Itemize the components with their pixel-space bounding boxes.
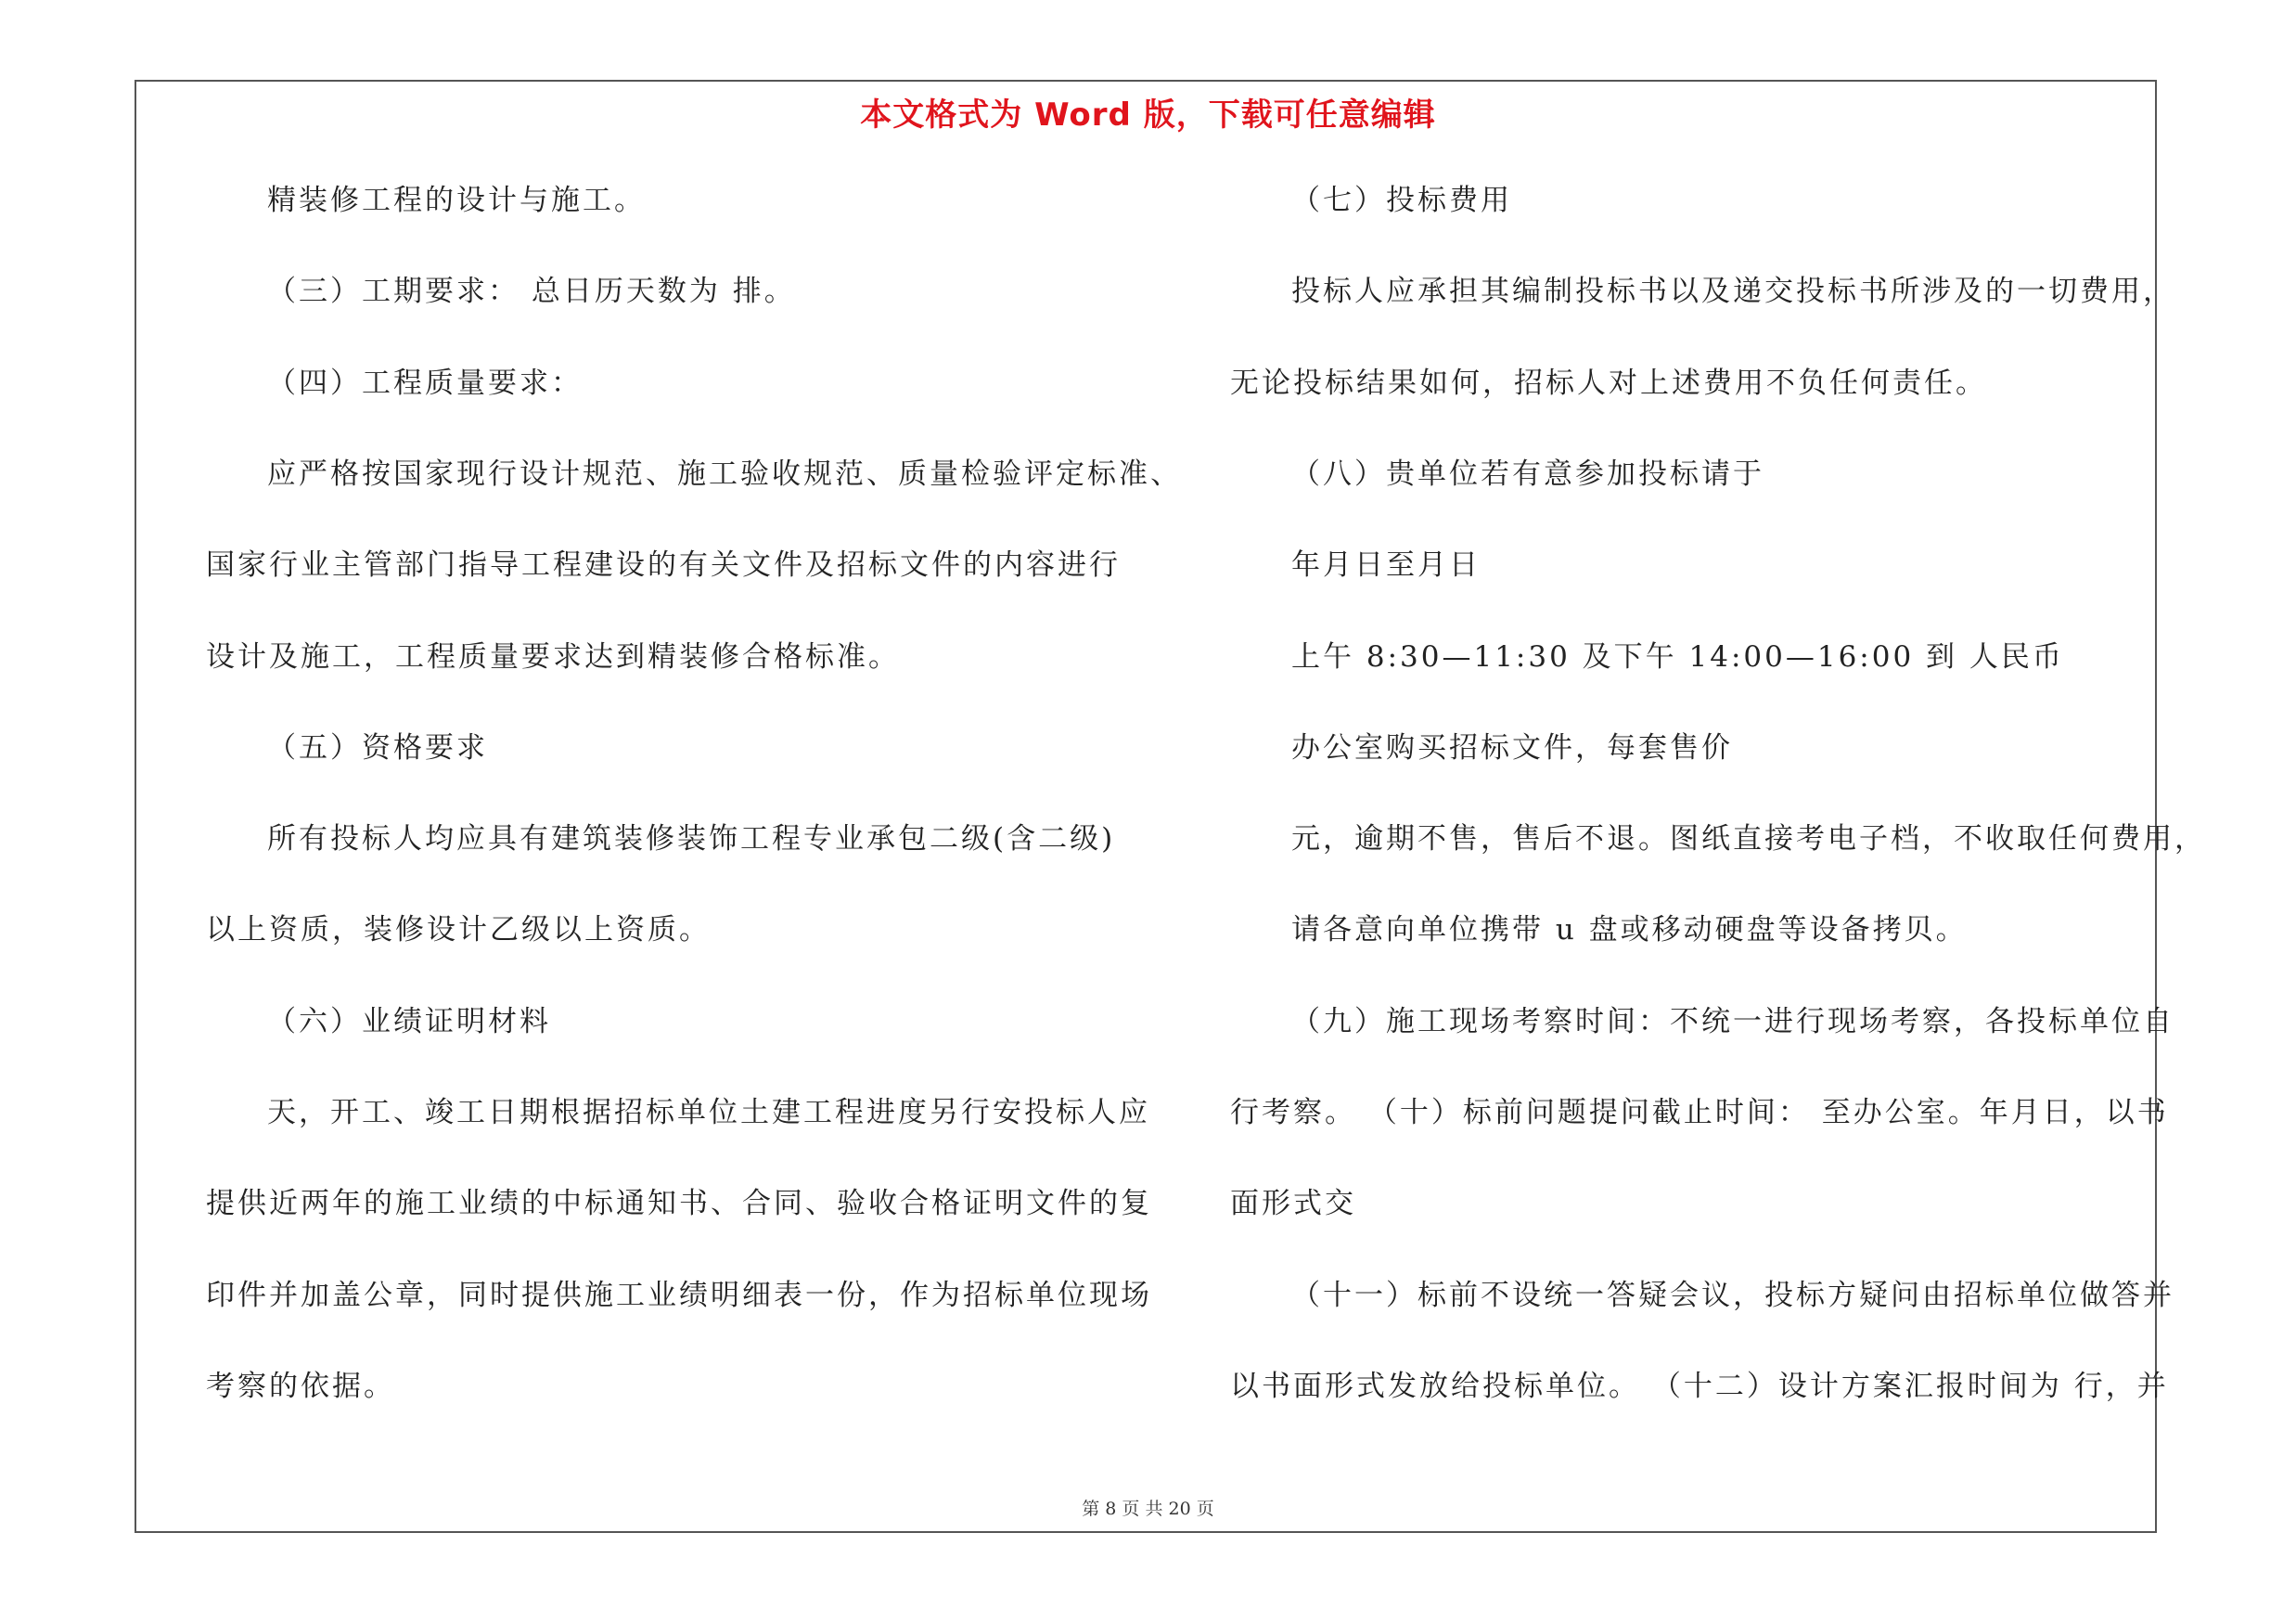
paragraph-line: 所有投标人均应具有建筑装修装饰工程专业承包二级(含二级) bbox=[267, 822, 1116, 856]
paragraph-line: 行考察。 （十）标前问题提问截止时间： 至办公室。年月日，以书 bbox=[1230, 1096, 2169, 1129]
paragraph-line: （十一）标前不设统一答疑会议，投标方疑问由招标单位做答并 bbox=[1291, 1279, 2174, 1312]
paragraph-line: 以上资质，装修设计乙级以上资质。 bbox=[206, 913, 711, 947]
paragraph-line: 应严格按国家现行设计规范、施工验收规范、质量检验评定标准、 bbox=[267, 457, 1182, 491]
paragraph-line: 面形式交 bbox=[1230, 1187, 1356, 1220]
paragraph-line: 请各意向单位携带 u 盘或移动硬盘等设备拷贝。 bbox=[1291, 913, 1968, 947]
page-number-footer: 第 8 页 共 20 页 bbox=[1082, 1499, 1214, 1519]
paragraph-line: 上午 8:30—11:30 及下午 14:00—16:00 到 人民币 bbox=[1291, 640, 2064, 674]
paragraph-line: 印件并加盖公章，同时提供施工业绩明细表一份，作为招标单位现场 bbox=[206, 1279, 1152, 1312]
paragraph-line: （九）施工现场考察时间：不统一进行现场考察，各投标单位自 bbox=[1291, 1005, 2174, 1038]
paragraph-line: （六）业绩证明材料 bbox=[267, 1005, 551, 1038]
paragraph-line: 以书面形式发放给投标单位。 （十二）设计方案汇报时间为 行，并 bbox=[1230, 1370, 2169, 1403]
paragraph-line: 投标人应承担其编制投标书以及递交投标书所涉及的一切费用， bbox=[1291, 275, 2174, 308]
paragraph-line: （四）工程质量要求： bbox=[267, 367, 583, 400]
paragraph-line: （三）工期要求： 总日历天数为 排。 bbox=[267, 275, 796, 308]
paragraph-line: 元，逾期不售，售后不退。图纸直接考电子档，不收取任何费用， bbox=[1291, 822, 2206, 856]
word-format-banner: 本文格式为 Word 版，下载可任意编辑 bbox=[860, 97, 1436, 134]
paragraph-line: 无论投标结果如何，招标人对上述费用不负任何责任。 bbox=[1230, 367, 1987, 400]
paragraph-line: （八）贵单位若有意参加投标请于 bbox=[1291, 457, 1764, 491]
paragraph-line: 天，开工、竣工日期根据招标单位土建工程进度另行安投标人应 bbox=[267, 1096, 1150, 1129]
paragraph-line: 提供近两年的施工业绩的中标通知书、合同、验收合格证明文件的复 bbox=[206, 1187, 1152, 1220]
paragraph-line: 年月日至月日 bbox=[1291, 548, 1481, 582]
paragraph-line: 精装修工程的设计与施工。 bbox=[267, 184, 646, 217]
paragraph-line: 设计及施工，工程质量要求达到精装修合格标准。 bbox=[206, 640, 900, 674]
paragraph-line: 国家行业主管部门指导工程建设的有关文件及招标文件的内容进行 bbox=[206, 548, 1121, 582]
paragraph-line: 考察的依据。 bbox=[206, 1370, 395, 1403]
paragraph-line: 办公室购买招标文件，每套售价 bbox=[1291, 731, 1733, 765]
paragraph-line: （七）投标费用 bbox=[1291, 184, 1512, 217]
paragraph-line: （五）资格要求 bbox=[267, 731, 488, 765]
